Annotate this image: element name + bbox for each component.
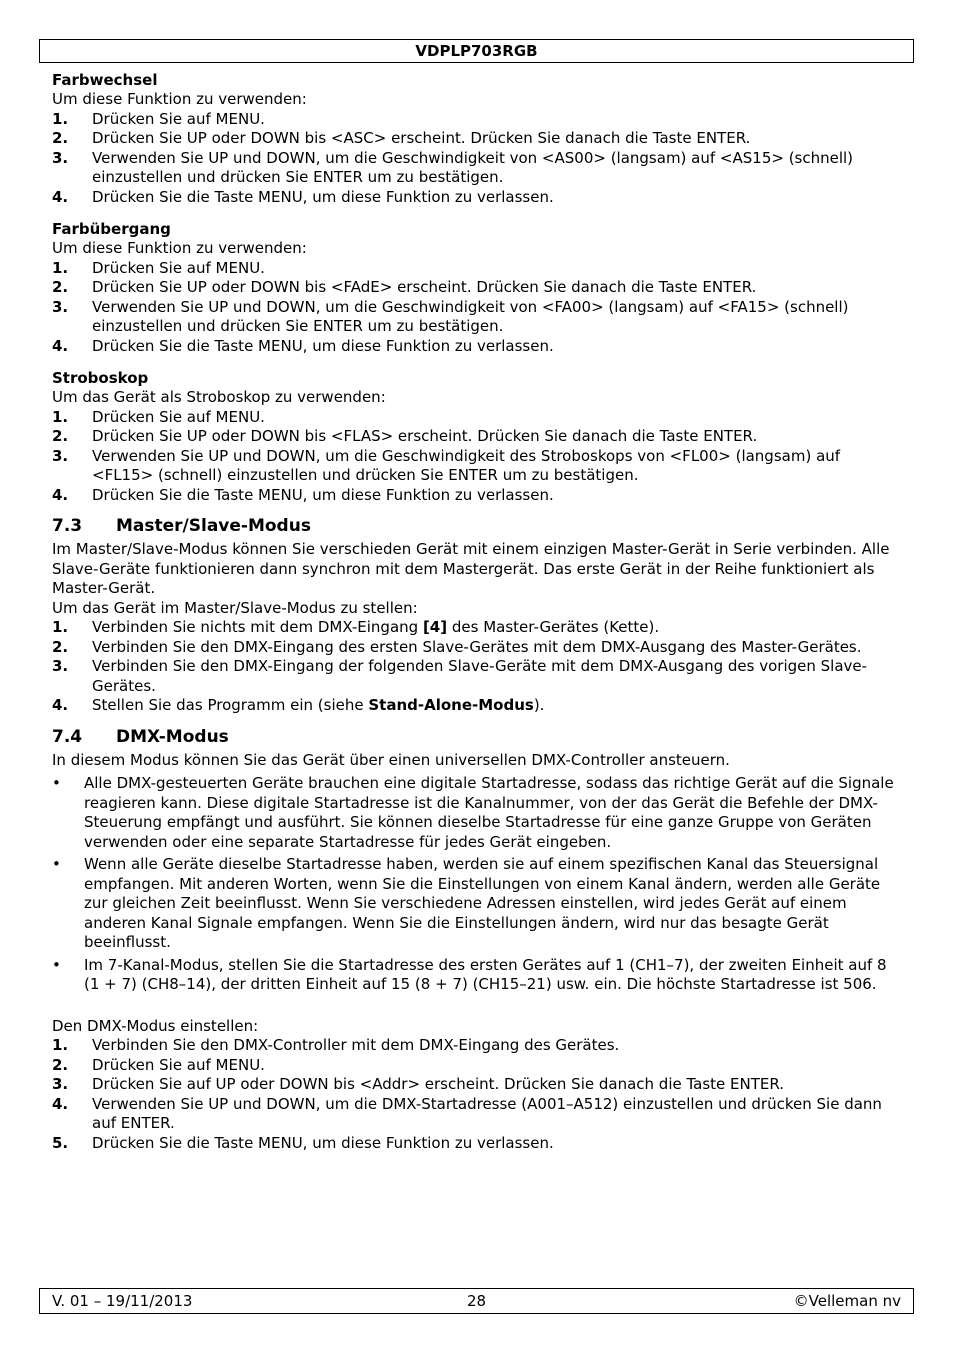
step-text: Drücken Sie auf MENU. bbox=[92, 407, 265, 426]
step-number: 3. bbox=[52, 297, 69, 316]
farbuebergang-intro: Um diese Funktion zu verwenden: bbox=[52, 239, 307, 257]
list-item bbox=[52, 149, 902, 188]
page-footer bbox=[39, 1288, 914, 1314]
step-number: 3. bbox=[52, 657, 69, 675]
section-title: DMX-Modus bbox=[116, 726, 229, 747]
farbuebergang-steps bbox=[52, 259, 902, 357]
master-slave-heading bbox=[52, 516, 902, 536]
step-number: 2. bbox=[52, 129, 69, 147]
bullet-icon: • bbox=[52, 774, 61, 792]
step-text: Verbinden Sie den DMX-Controller mit dem DMX-Eingang des Gerätes. bbox=[92, 1036, 620, 1054]
list-item bbox=[52, 486, 902, 506]
list-item bbox=[52, 278, 902, 298]
section-number: 7.4 bbox=[52, 726, 83, 747]
bullet-icon: • bbox=[52, 855, 61, 873]
section-title: Master/Slave-Modus bbox=[116, 516, 311, 536]
list-item bbox=[52, 657, 902, 696]
step-number: 4. bbox=[52, 485, 69, 504]
list-item bbox=[52, 956, 902, 995]
step-text: Verbinden Sie den DMX-Eingang der folgenden Slave-Geräte mit dem DMX-Ausgang des vorigen Slave-Gerätes. bbox=[92, 657, 868, 695]
step-text: Drücken Sie auf MENU. bbox=[92, 1055, 265, 1074]
list-item bbox=[52, 638, 902, 658]
step-number: 3. bbox=[52, 1075, 69, 1093]
step-text: Verwenden Sie UP und DOWN, um die Geschwindigkeit des Stroboskops von <FL00> (langsam) auf <FL15> (schnell) einzustellen und drücken Sie ENTER um zu bestätigen. bbox=[92, 446, 841, 484]
farbwechsel-intro: Um diese Funktion zu verwenden: bbox=[52, 90, 307, 108]
bullet-text: Wenn alle Geräte dieselbe Startadresse haben, werden sie auf einem spezifischen Kanal das Steuersignal empfangen. Mit anderen Worten, wenn Sie die Einstellungen von einem Kanal ändern, werden alle Geräte zur gleichen Zeit beeinflusst. Wenn Sie verschiedene Adressen einstellen, wird jedes Gerät auf einem anderen Kanal Signale empfangen. Wenn Sie die Einstellungen ändern, wird nur das besagte Gerät beeinflusst. bbox=[84, 855, 881, 951]
list-item bbox=[52, 1036, 902, 1056]
connector-reference: [4] bbox=[422, 618, 448, 636]
step-text: Stellen Sie das Programm ein (siehe bbox=[92, 696, 369, 714]
step-text: Drücken Sie die Taste MENU, um diese Funktion zu verlassen. bbox=[92, 485, 554, 504]
step-text: Verwenden Sie UP und DOWN, um die Geschwindigkeit von <FA00> (langsam) auf <FA15> (schnell) einzustellen und drücken Sie ENTER um zu bestätigen. bbox=[92, 297, 849, 335]
dmx-setup-intro: Den DMX-Modus einstellen: bbox=[52, 1016, 259, 1035]
list-item bbox=[52, 259, 902, 279]
step-number: 2. bbox=[52, 637, 69, 656]
step-text: ). bbox=[533, 696, 545, 714]
stroboskop-steps bbox=[52, 408, 902, 506]
step-text: Drücken Sie auf UP oder DOWN bis <Addr> erscheint. Drücken Sie danach die Taste ENTER. bbox=[92, 1075, 785, 1093]
list-item bbox=[52, 618, 902, 638]
list-item bbox=[52, 855, 902, 953]
step-number: 2. bbox=[52, 1055, 69, 1074]
step-text: Drücken Sie die Taste MENU, um diese Funktion zu verlassen. bbox=[92, 187, 554, 206]
stroboskop-heading: Stroboskop bbox=[52, 369, 149, 387]
step-number: 2. bbox=[52, 278, 69, 296]
dmx-intro: In diesem Modus können Sie das Gerät über einen universellen DMX-Controller ansteuern. bbox=[52, 750, 730, 769]
step-text: Drücken Sie UP oder DOWN bis <FLAS> erscheint. Drücken Sie danach die Taste ENTER. bbox=[92, 427, 758, 445]
farbwechsel-heading: Farbwechsel bbox=[52, 71, 158, 89]
list-item bbox=[52, 774, 902, 852]
step-number: 3. bbox=[52, 148, 69, 167]
copyright: ©Velleman nv bbox=[793, 1292, 901, 1310]
step-number: 3. bbox=[52, 446, 69, 465]
master-slave-paragraph: Im Master/Slave-Modus können Sie verschieden Gerät mit einem einzigen Master-Gerät in Serie verbinden. Alle Slave-Geräte funktionieren dann synchron mit dem Mastergerät. Das erste Gerät in der Reihe funktioniert als Master-Gerät. bbox=[52, 540, 890, 597]
list-item bbox=[52, 408, 902, 428]
step-text: Verwenden Sie UP und DOWN, um die DMX-Startadresse (A001–A512) einzustellen und drücken Sie dann auf ENTER. bbox=[92, 1094, 882, 1132]
list-item bbox=[52, 427, 902, 447]
step-number: 1. bbox=[52, 407, 69, 426]
dmx-steps bbox=[52, 1036, 902, 1153]
step-number: 4. bbox=[52, 696, 69, 714]
list-item bbox=[52, 188, 902, 208]
step-number: 4. bbox=[52, 1094, 69, 1113]
list-item bbox=[52, 1075, 902, 1095]
list-item bbox=[52, 129, 902, 149]
spacer bbox=[52, 998, 902, 1017]
list-item bbox=[52, 110, 902, 130]
page-content bbox=[52, 70, 902, 1153]
farbuebergang-heading: Farbübergang bbox=[52, 220, 171, 238]
step-number: 5. bbox=[52, 1133, 69, 1152]
dmx-heading bbox=[52, 727, 902, 747]
list-item bbox=[52, 298, 902, 337]
stroboskop-intro: Um das Gerät als Stroboskop zu verwenden: bbox=[52, 388, 386, 406]
step-text: Verwenden Sie UP und DOWN, um die Geschwindigkeit von <AS00> (langsam) auf <AS15> (schnell) einzustellen und drücken Sie ENTER um zu bestätigen. bbox=[92, 148, 854, 186]
step-text: Drücken Sie UP oder DOWN bis <FAdE> erscheint. Drücken Sie danach die Taste ENTER. bbox=[92, 278, 757, 296]
step-text: des Master-Gerätes (Kette). bbox=[447, 618, 660, 636]
list-item bbox=[52, 696, 902, 716]
cross-reference: Stand-Alone-Modus bbox=[368, 696, 534, 714]
version-date: V. 01 – 19/11/2013 bbox=[52, 1292, 193, 1310]
list-item bbox=[52, 1095, 902, 1134]
list-item bbox=[52, 1134, 902, 1154]
list-item bbox=[52, 1056, 902, 1076]
master-slave-intro: Um das Gerät im Master/Slave-Modus zu stellen: bbox=[52, 598, 418, 617]
step-number: 1. bbox=[52, 1036, 69, 1054]
page-header bbox=[39, 39, 914, 63]
list-item bbox=[52, 447, 902, 486]
model-name: VDPLP703RGB bbox=[415, 42, 538, 60]
step-text: Drücken Sie auf MENU. bbox=[92, 258, 265, 277]
page-number: 28 bbox=[466, 1292, 487, 1310]
step-text: Verbinden Sie den DMX-Eingang des ersten Slave-Gerätes mit dem DMX-Ausgang des Master-Gerätes. bbox=[92, 637, 862, 656]
master-slave-steps bbox=[52, 618, 902, 716]
step-number: 1. bbox=[52, 109, 69, 128]
step-number: 1. bbox=[52, 258, 69, 277]
farbwechsel-steps bbox=[52, 110, 902, 208]
step-number: 2. bbox=[52, 427, 69, 445]
step-number: 4. bbox=[52, 187, 69, 206]
bullet-text: Im 7-Kanal-Modus, stellen Sie die Startadresse des ersten Gerätes auf 1 (CH1–7), der zweiten Einheit auf 8 (1 + 7) (CH8–14), der dritten Einheit auf 15 (8 + 7) (CH15–21) usw. ein. Die höchste Startadresse ist 506. bbox=[84, 955, 887, 993]
bullet-text: Alle DMX-gesteuerten Geräte brauchen eine digitale Startadresse, sodass das richtige Gerät auf die Signale reagieren kann. Diese digitale Startadresse ist die Kanalnummer, von der das Gerät die Befehle der DMX-Steuerung empfängt und ausführt. Sie können dieselbe Startadresse für eine ganze Gruppe von Geräten verwenden oder eine separate Startadresse für jedes Gerät eingeben. bbox=[84, 774, 894, 851]
step-text: Drücken Sie auf MENU. bbox=[92, 109, 265, 128]
step-text: Drücken Sie UP oder DOWN bis <ASC> erscheint. Drücken Sie danach die Taste ENTER. bbox=[92, 129, 751, 147]
step-number: 4. bbox=[52, 336, 69, 355]
step-text: Drücken Sie die Taste MENU, um diese Funktion zu verlassen. bbox=[92, 336, 554, 355]
step-text: Verbinden Sie nichts mit dem DMX-Eingang bbox=[92, 618, 423, 636]
dmx-bullets bbox=[52, 774, 902, 995]
step-number: 1. bbox=[52, 618, 69, 636]
list-item bbox=[52, 337, 902, 357]
bullet-icon: • bbox=[52, 955, 61, 974]
section-number: 7.3 bbox=[52, 516, 83, 536]
step-text: Drücken Sie die Taste MENU, um diese Funktion zu verlassen. bbox=[92, 1133, 554, 1152]
